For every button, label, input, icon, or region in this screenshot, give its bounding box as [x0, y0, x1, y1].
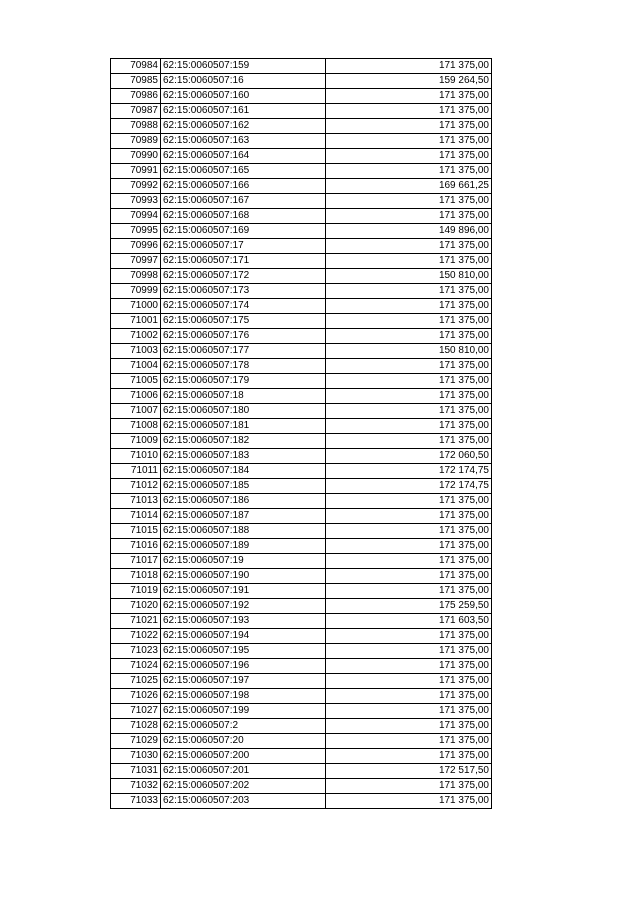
cadastral-value-cell: 171 375,00: [326, 194, 492, 209]
cadastral-value-table: [110, 58, 492, 809]
cadastral-number-cell: 62:15:0060507:184: [161, 464, 326, 479]
row-number-cell: 71006: [111, 389, 161, 404]
cadastral-value-cell: 171 375,00: [326, 524, 492, 539]
table-row: [111, 104, 492, 119]
table-row: [111, 89, 492, 104]
cadastral-number-cell: 62:15:0060507:161: [161, 104, 326, 119]
table-row: [111, 794, 492, 809]
table-row: [111, 479, 492, 494]
row-number-cell: 70998: [111, 269, 161, 284]
row-number-cell: 71033: [111, 794, 161, 809]
cadastral-number-cell: 62:15:0060507:192: [161, 599, 326, 614]
cadastral-number-cell: 62:15:0060507:17: [161, 239, 326, 254]
table-row: [111, 404, 492, 419]
cadastral-number-cell: 62:15:0060507:186: [161, 494, 326, 509]
cadastral-number-cell: 62:15:0060507:172: [161, 269, 326, 284]
cadastral-value-cell: 171 375,00: [326, 404, 492, 419]
cadastral-value-cell: 171 375,00: [326, 89, 492, 104]
cadastral-number-cell: 62:15:0060507:199: [161, 704, 326, 719]
cadastral-number-cell: 62:15:0060507:18: [161, 389, 326, 404]
table-row: [111, 779, 492, 794]
cadastral-number-cell: 62:15:0060507:167: [161, 194, 326, 209]
row-number-cell: 71027: [111, 704, 161, 719]
cadastral-value-cell: 159 264,50: [326, 74, 492, 89]
cadastral-number-cell: 62:15:0060507:165: [161, 164, 326, 179]
cadastral-value-cell: 172 517,50: [326, 764, 492, 779]
table-row: [111, 599, 492, 614]
cadastral-value-cell: 171 603,50: [326, 614, 492, 629]
row-number-cell: 71017: [111, 554, 161, 569]
table-row: [111, 614, 492, 629]
cadastral-number-cell: 62:15:0060507:185: [161, 479, 326, 494]
cadastral-value-cell: 149 896,00: [326, 224, 492, 239]
cadastral-number-cell: 62:15:0060507:162: [161, 119, 326, 134]
cadastral-number-cell: 62:15:0060507:173: [161, 284, 326, 299]
cadastral-value-cell: 171 375,00: [326, 674, 492, 689]
cadastral-value-cell: 150 810,00: [326, 344, 492, 359]
row-number-cell: 70994: [111, 209, 161, 224]
cadastral-value-cell: 171 375,00: [326, 374, 492, 389]
row-number-cell: 71001: [111, 314, 161, 329]
row-number-cell: 71003: [111, 344, 161, 359]
row-number-cell: 70995: [111, 224, 161, 239]
cadastral-value-cell: 171 375,00: [326, 119, 492, 134]
table-row: [111, 149, 492, 164]
row-number-cell: 70988: [111, 119, 161, 134]
table-body: [111, 59, 492, 809]
row-number-cell: 71004: [111, 359, 161, 374]
table-row: [111, 269, 492, 284]
row-number-cell: 71015: [111, 524, 161, 539]
cadastral-value-cell: 171 375,00: [326, 794, 492, 809]
row-number-cell: 71028: [111, 719, 161, 734]
cadastral-number-cell: 62:15:0060507:189: [161, 539, 326, 554]
table-row: [111, 659, 492, 674]
table-row: [111, 434, 492, 449]
cadastral-number-cell: 62:15:0060507:19: [161, 554, 326, 569]
cadastral-number-cell: 62:15:0060507:2: [161, 719, 326, 734]
cadastral-number-cell: 62:15:0060507:193: [161, 614, 326, 629]
cadastral-value-cell: 172 174,75: [326, 479, 492, 494]
table-row: [111, 59, 492, 74]
cadastral-number-cell: 62:15:0060507:20: [161, 734, 326, 749]
table-row: [111, 704, 492, 719]
table-row: [111, 179, 492, 194]
cadastral-number-cell: 62:15:0060507:203: [161, 794, 326, 809]
cadastral-number-cell: 62:15:0060507:191: [161, 584, 326, 599]
table-row: [111, 134, 492, 149]
cadastral-number-cell: 62:15:0060507:178: [161, 359, 326, 374]
cadastral-number-cell: 62:15:0060507:171: [161, 254, 326, 269]
row-number-cell: 71002: [111, 329, 161, 344]
row-number-cell: 70985: [111, 74, 161, 89]
row-number-cell: 71020: [111, 599, 161, 614]
table-row: [111, 584, 492, 599]
cadastral-value-cell: 171 375,00: [326, 149, 492, 164]
table-row: [111, 524, 492, 539]
row-number-cell: 71007: [111, 404, 161, 419]
row-number-cell: 71005: [111, 374, 161, 389]
table-row: [111, 554, 492, 569]
cadastral-value-cell: 169 661,25: [326, 179, 492, 194]
cadastral-number-cell: 62:15:0060507:179: [161, 374, 326, 389]
cadastral-number-cell: 62:15:0060507:181: [161, 419, 326, 434]
cadastral-number-cell: 62:15:0060507:166: [161, 179, 326, 194]
cadastral-value-cell: 171 375,00: [326, 704, 492, 719]
cadastral-number-cell: 62:15:0060507:180: [161, 404, 326, 419]
cadastral-value-cell: 171 375,00: [326, 554, 492, 569]
row-number-cell: 71019: [111, 584, 161, 599]
cadastral-value-cell: 171 375,00: [326, 209, 492, 224]
cadastral-value-cell: 171 375,00: [326, 434, 492, 449]
table-row: [111, 494, 492, 509]
cadastral-number-cell: 62:15:0060507:195: [161, 644, 326, 659]
row-number-cell: 70986: [111, 89, 161, 104]
cadastral-number-cell: 62:15:0060507:159: [161, 59, 326, 74]
row-number-cell: 71022: [111, 629, 161, 644]
table-row: [111, 329, 492, 344]
row-number-cell: 70996: [111, 239, 161, 254]
cadastral-number-cell: 62:15:0060507:183: [161, 449, 326, 464]
cadastral-value-cell: 171 375,00: [326, 239, 492, 254]
row-number-cell: 71031: [111, 764, 161, 779]
row-number-cell: 71024: [111, 659, 161, 674]
cadastral-value-cell: 171 375,00: [326, 104, 492, 119]
row-number-cell: 71026: [111, 689, 161, 704]
cadastral-value-cell: 171 375,00: [326, 779, 492, 794]
cadastral-number-cell: 62:15:0060507:198: [161, 689, 326, 704]
table-row: [111, 509, 492, 524]
cadastral-value-cell: 171 375,00: [326, 659, 492, 674]
row-number-cell: 71016: [111, 539, 161, 554]
row-number-cell: 71030: [111, 749, 161, 764]
cadastral-value-cell: 171 375,00: [326, 359, 492, 374]
cadastral-value-cell: 171 375,00: [326, 389, 492, 404]
row-number-cell: 71012: [111, 479, 161, 494]
cadastral-value-cell: 171 375,00: [326, 419, 492, 434]
table-row: [111, 74, 492, 89]
cadastral-value-cell: 171 375,00: [326, 644, 492, 659]
cadastral-value-cell: 172 060,50: [326, 449, 492, 464]
cadastral-value-cell: 175 259,50: [326, 599, 492, 614]
table-row: [111, 224, 492, 239]
table-row: [111, 239, 492, 254]
cadastral-value-cell: 171 375,00: [326, 689, 492, 704]
cadastral-number-cell: 62:15:0060507:168: [161, 209, 326, 224]
table-row: [111, 719, 492, 734]
cadastral-value-cell: 171 375,00: [326, 494, 492, 509]
cadastral-number-cell: 62:15:0060507:182: [161, 434, 326, 449]
cadastral-number-cell: 62:15:0060507:188: [161, 524, 326, 539]
table-row: [111, 119, 492, 134]
row-number-cell: 71000: [111, 299, 161, 314]
table-row: [111, 164, 492, 179]
row-number-cell: 70990: [111, 149, 161, 164]
cadastral-value-cell: 171 375,00: [326, 299, 492, 314]
cadastral-number-cell: 62:15:0060507:177: [161, 344, 326, 359]
table-row: [111, 419, 492, 434]
table-row: [111, 644, 492, 659]
table-row: [111, 254, 492, 269]
cadastral-number-cell: 62:15:0060507:202: [161, 779, 326, 794]
cadastral-value-cell: 171 375,00: [326, 584, 492, 599]
cadastral-number-cell: 62:15:0060507:196: [161, 659, 326, 674]
row-number-cell: 71011: [111, 464, 161, 479]
table-row: [111, 539, 492, 554]
table-row: [111, 314, 492, 329]
row-number-cell: 71014: [111, 509, 161, 524]
cadastral-number-cell: 62:15:0060507:201: [161, 764, 326, 779]
table-row: [111, 629, 492, 644]
row-number-cell: 71032: [111, 779, 161, 794]
cadastral-value-cell: 171 375,00: [326, 569, 492, 584]
cadastral-value-cell: 171 375,00: [326, 134, 492, 149]
table-row: [111, 194, 492, 209]
cadastral-value-cell: 171 375,00: [326, 509, 492, 524]
cadastral-value-cell: 171 375,00: [326, 539, 492, 554]
cadastral-number-cell: 62:15:0060507:197: [161, 674, 326, 689]
cadastral-number-cell: 62:15:0060507:176: [161, 329, 326, 344]
row-number-cell: 70989: [111, 134, 161, 149]
row-number-cell: 71010: [111, 449, 161, 464]
table-row: [111, 764, 492, 779]
row-number-cell: 70999: [111, 284, 161, 299]
row-number-cell: 71023: [111, 644, 161, 659]
row-number-cell: 71013: [111, 494, 161, 509]
cadastral-value-cell: 171 375,00: [326, 314, 492, 329]
row-number-cell: 70997: [111, 254, 161, 269]
row-number-cell: 71009: [111, 434, 161, 449]
cadastral-number-cell: 62:15:0060507:160: [161, 89, 326, 104]
row-number-cell: 71021: [111, 614, 161, 629]
table-row: [111, 209, 492, 224]
cadastral-value-cell: 171 375,00: [326, 254, 492, 269]
table-row: [111, 689, 492, 704]
cadastral-number-cell: 62:15:0060507:163: [161, 134, 326, 149]
table-row: [111, 389, 492, 404]
cadastral-value-cell: 171 375,00: [326, 59, 492, 74]
cadastral-number-cell: 62:15:0060507:187: [161, 509, 326, 524]
row-number-cell: 70992: [111, 179, 161, 194]
table-row: [111, 374, 492, 389]
cadastral-value-cell: 171 375,00: [326, 164, 492, 179]
row-number-cell: 71018: [111, 569, 161, 584]
table-row: [111, 674, 492, 689]
cadastral-value-cell: 171 375,00: [326, 749, 492, 764]
cadastral-number-cell: 62:15:0060507:190: [161, 569, 326, 584]
row-number-cell: 70984: [111, 59, 161, 74]
cadastral-number-cell: 62:15:0060507:164: [161, 149, 326, 164]
cadastral-number-cell: 62:15:0060507:194: [161, 629, 326, 644]
cadastral-number-cell: 62:15:0060507:200: [161, 749, 326, 764]
cadastral-value-cell: 171 375,00: [326, 719, 492, 734]
table-row: [111, 734, 492, 749]
cadastral-value-cell: 171 375,00: [326, 329, 492, 344]
table-row: [111, 299, 492, 314]
row-number-cell: 71025: [111, 674, 161, 689]
table-row: [111, 569, 492, 584]
table-row: [111, 284, 492, 299]
cadastral-value-cell: 171 375,00: [326, 284, 492, 299]
cadastral-value-cell: 171 375,00: [326, 629, 492, 644]
row-number-cell: 70993: [111, 194, 161, 209]
cadastral-value-cell: 172 174,75: [326, 464, 492, 479]
cadastral-number-cell: 62:15:0060507:174: [161, 299, 326, 314]
table-row: [111, 464, 492, 479]
cadastral-number-cell: 62:15:0060507:16: [161, 74, 326, 89]
table-row: [111, 749, 492, 764]
table-row: [111, 359, 492, 374]
row-number-cell: 71008: [111, 419, 161, 434]
cadastral-number-cell: 62:15:0060507:175: [161, 314, 326, 329]
cadastral-value-cell: 171 375,00: [326, 734, 492, 749]
cadastral-number-cell: 62:15:0060507:169: [161, 224, 326, 239]
table-row: [111, 449, 492, 464]
table-row: [111, 344, 492, 359]
row-number-cell: 70987: [111, 104, 161, 119]
cadastral-value-cell: 150 810,00: [326, 269, 492, 284]
row-number-cell: 71029: [111, 734, 161, 749]
row-number-cell: 70991: [111, 164, 161, 179]
